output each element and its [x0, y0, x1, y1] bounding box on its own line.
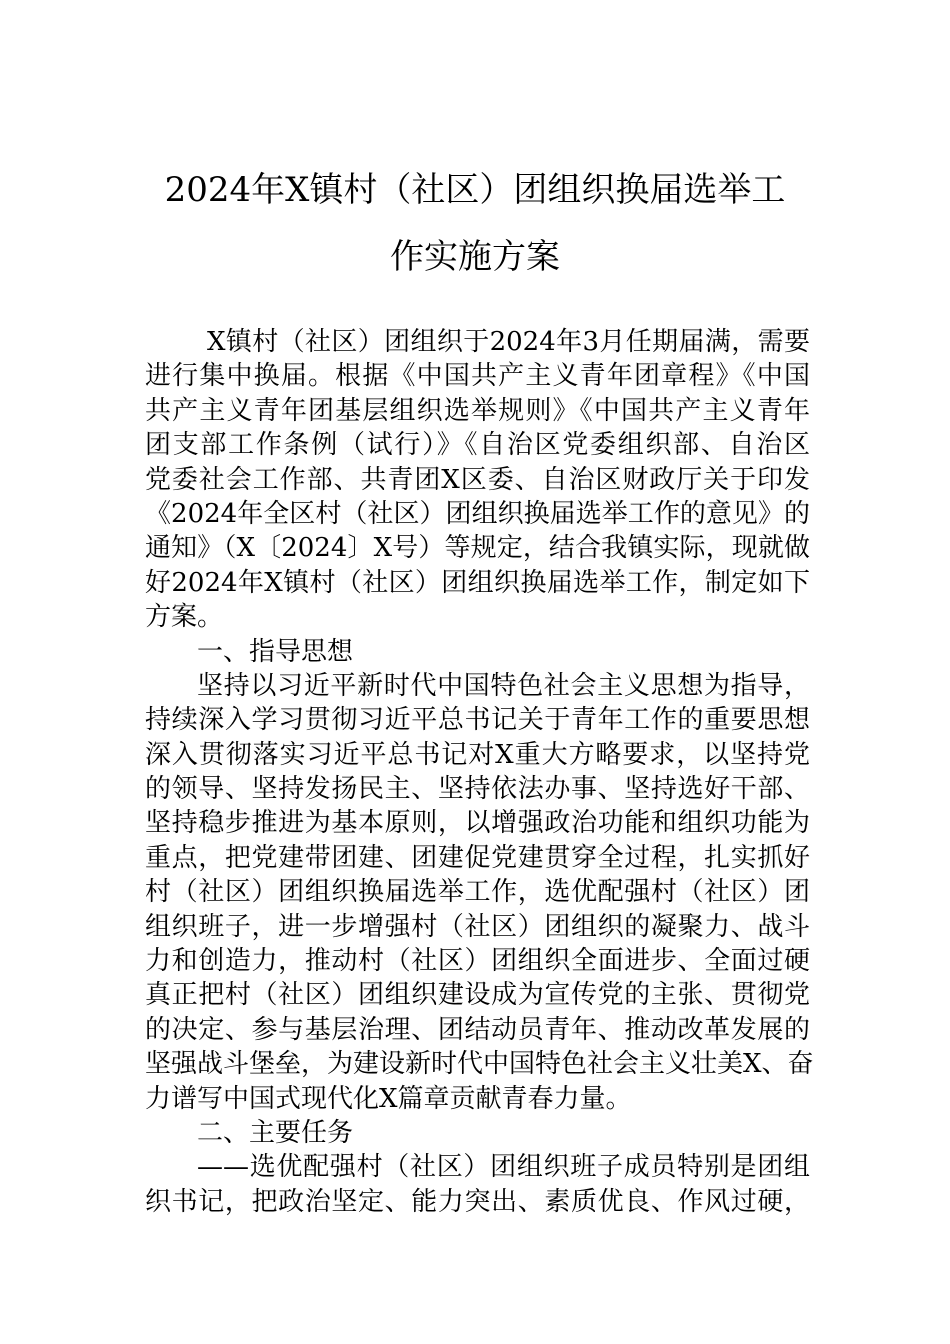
- body-line: 好2024年X镇村（社区）团组织换届选举工作，制定如下: [145, 567, 810, 598]
- body-line: 村（社区）团组织换届选举工作，选优配强村（社区）团: [145, 877, 810, 908]
- body-line: 重点，把党建带团建、团建促党建贯穿全过程，扎实抓好: [145, 842, 810, 873]
- body-line: ——选优配强村（社区）团组织班子成员特别是团组: [197, 1152, 810, 1183]
- body-line: 力谱写中国式现代化X篇章贡献青春力量。: [145, 1083, 632, 1114]
- body-line: 的决定、参与基层治理、团结动员青年、推动改革发展的: [145, 1014, 810, 1045]
- body-line: 共产主义青年团基层组织选举规则》《中国共产主义青年: [145, 395, 810, 426]
- section-heading: 一、指导思想: [197, 636, 354, 667]
- document-title-line-2: 作实施方案: [390, 237, 560, 277]
- body-line: 《2024年全区村（社区）团组织换届选举工作的意见》的: [145, 498, 810, 529]
- body-line: 党委社会工作部、共青团X区委、自治区财政厅关于印发: [145, 464, 810, 495]
- body-line: 坚强战斗堡垒，为建设新时代中国特色社会主义壮美X、奋: [145, 1049, 814, 1080]
- body-line: 方案。: [145, 602, 224, 633]
- body-line: 深入贯彻落实习近平总书记对X重大方略要求，以坚持党: [145, 739, 810, 770]
- document-title-line-1: 2024年X镇村（社区）团组织换届选举工: [164, 170, 786, 210]
- section-heading: 二、主要任务: [197, 1117, 354, 1148]
- body-line: 通知》（X〔2024〕X号）等规定，结合我镇实际，现就做: [145, 533, 810, 564]
- body-line: 真正把村（社区）团组织建设成为宣传党的主张、贯彻党: [145, 980, 810, 1011]
- body-line: 团支部工作条例（试行）》《自治区党委组织部、自治区: [145, 430, 810, 461]
- body-line: 组织班子，进一步增强村（社区）团组织的凝聚力、战斗: [145, 911, 810, 942]
- body-line: X镇村（社区）团组织于2024年3月任期届满，需要: [207, 327, 810, 357]
- document-body: [145, 325, 814, 1219]
- body-line: 进行集中换届。根据《中国共产主义青年团章程》《中国: [145, 361, 810, 392]
- body-line: 力和创造力，推动村（社区）团组织全面进步、全面过硬: [145, 946, 810, 977]
- body-line: 坚持稳步推进为基本原则，以增强政治功能和组织功能为: [145, 808, 810, 839]
- body-line: 织书记，把政治坚定、能力突出、素质优良、作风过硬，: [145, 1186, 810, 1217]
- body-line: 的领导、坚持发扬民主、坚持依法办事、坚持选好干部、: [145, 774, 810, 805]
- body-line: 持续深入学习贯彻习近平总书记关于青年工作的重要思想: [145, 705, 810, 736]
- body-line: 坚持以习近平新时代中国特色社会主义思想为指导，: [197, 670, 810, 701]
